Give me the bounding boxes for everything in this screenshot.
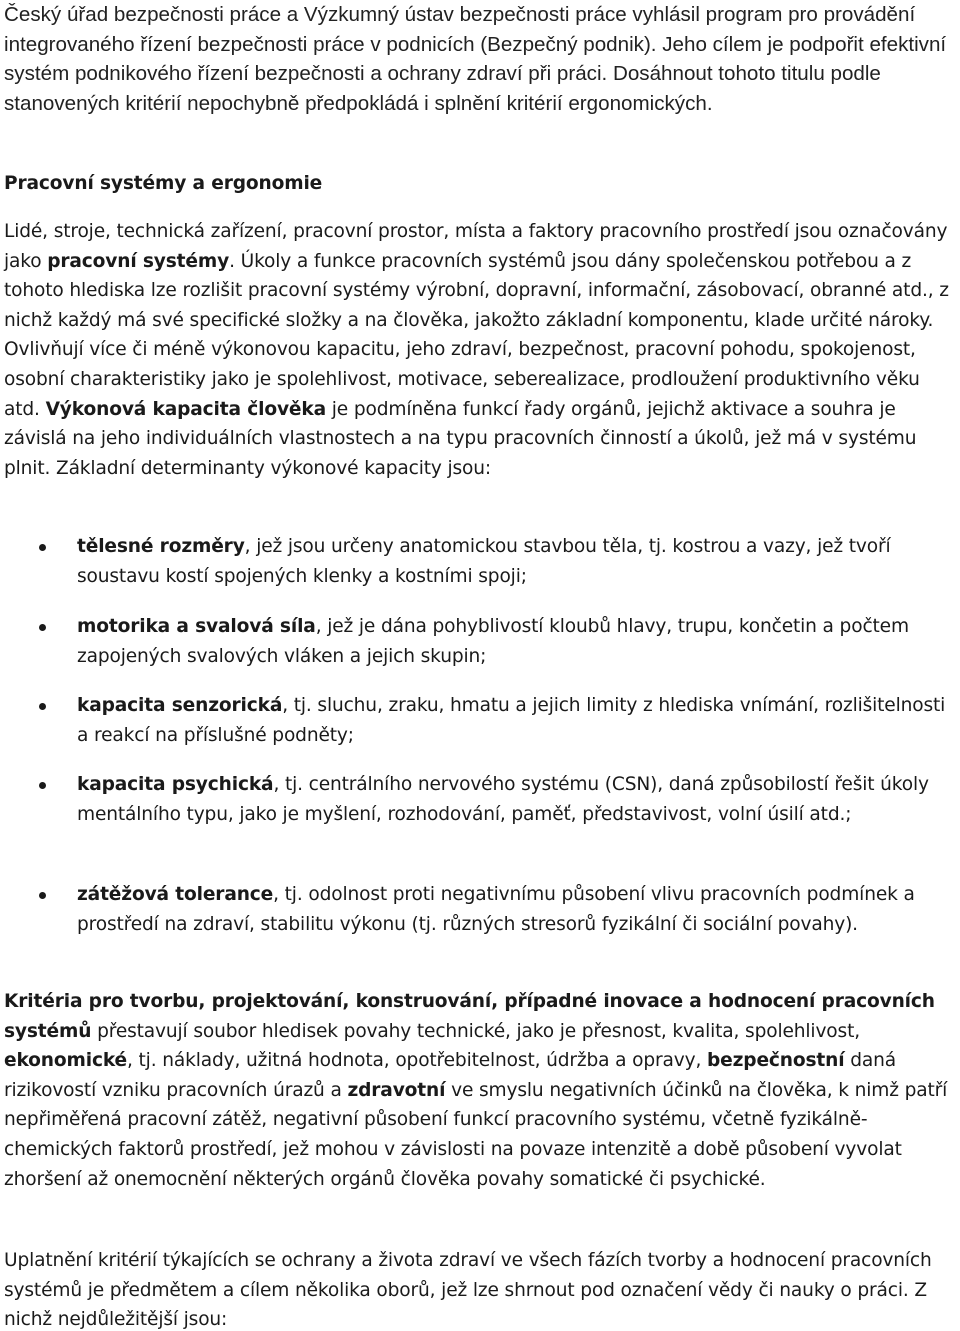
list-item-text: [77, 532, 953, 591]
bullet-dot-icon: [39, 624, 46, 631]
bullet-dot-icon: [39, 782, 46, 789]
p1-text-2: . Úkoly a funkce pracovních systémů jsou dány společenskou potřebou a z tohoto hlediska lze rozlišit pracovní systémy výrobní, dopravní, informační, zásobovací, obranné atd., z nichž každý má své specifické složky a na člověka, jakožto základní komponentu, klade určité nároky. Ovlivňují více či méně výkonovou kapacitu, jeho zdraví, bezpečnost, pracovní pohodu, spokojenost, osobní charakteristiky jako je spolehlivost, motivace, seberealizace, prodloužení produktivního věku atd.: [4, 250, 949, 420]
p1-text-3: je podmíněna funkcí řady orgánů, jejichž aktivace a souhra je závislá na jeho individuálních vlastnostech a na typu pracovních činností a úkolů, jež má v systému plnit. Základní determinanty výkonové kapacity jsou:: [4, 398, 917, 479]
p2-text-4: ve smyslu negativních účinků na člověka, k nimž patří nepřiměřená pracovní zátěž, negativní působení funkcí pracovního systému, včetně fyzikálně-chemických faktorů prostředí, jež mohou v závislosti na povaze intenzitě a době působení vyvolat zhoršení až onemocnění některých orgánů člověka povahy somatické či psychické.: [4, 1079, 948, 1190]
list-item-text: [77, 880, 953, 939]
list-item-description: , jež jsou určeny anatomickou stavbou těla, tj. kostrou a vazy, jež tvoří soustavu kostí spojených klenky a kostními spoji;: [77, 536, 891, 587]
list-item-text: [77, 691, 953, 750]
list-item-term: motorika a svalová síla: [77, 616, 316, 637]
list-item-description: , jež je dána pohyblivostí kloubů hlavy, trupu, končetin a počtem zapojených svalových vláken a jejich skupin;: [77, 616, 909, 667]
p1-bold-performance-capacity: Výkonová kapacita člověka: [45, 398, 327, 420]
p2-bold-economic: ekonomické: [4, 1050, 128, 1072]
p2-text-2: , tj. náklady, užitná hodnota, opotřebitelnost, údržba a opravy,: [127, 1050, 708, 1072]
bullet-dot-icon: [39, 892, 46, 899]
intro-paragraph: Český úřad bezpečnosti práce a Výzkumný ústav bezpečnosti práce vyhlásil program pro provádění integrovaného řízení bezpečnosti práce v podnicích (Bezpečný podnik). Jeho cílem je podpořit efektivní systém podnikového řízení bezpečnosti a ochrany zdraví při práci. Dosáhnout tohoto titulu podle stanovených kritérií nepochybně předpokládá i splnění kritérií ergonomických.: [4, 3, 947, 115]
list-item-text: [77, 612, 953, 671]
list-item-term: zátěžová tolerance: [77, 884, 274, 905]
list-item-text: [77, 770, 953, 829]
p2-bold-safety: bezpečnostní: [707, 1050, 845, 1072]
list-item-description: , tj. centrálního nervového systému (CSN), daná způsobilostí řešit úkoly mentálního typu, jako je myšlení, rozhodování, paměť, představivost, volní úsilí atd.;: [77, 774, 929, 825]
p2-bold-criteria: Kritéria pro tvorbu, projektování, konstruování, případné inovace a hodnocení pracovních systémů: [4, 991, 935, 1042]
p1-text-1: Lidé, stroje, technická zařízení, pracovní prostor, místa a faktory pracovního prostředí jsou označovány jako: [4, 221, 948, 272]
p1-bold-work-systems: pracovní systémy: [47, 250, 230, 272]
bullet-dot-icon: [39, 544, 46, 551]
work-systems-paragraph: [4, 217, 954, 483]
p2-bold-health: zdravotní: [347, 1079, 446, 1101]
section-heading: Pracovní systémy a ergonomie: [4, 173, 323, 194]
list-item-term: kapacita senzorická: [77, 695, 283, 716]
p2-text-1: přestavují soubor hledisek povahy technické, jako je přesnost, kvalita, spolehlivost,: [91, 1020, 860, 1042]
closing-paragraph: Uplatnění kritérií týkajících se ochrany a života zdraví ve všech fázích tvorby a hodnocení pracovních systémů je předmětem a cílem několika oborů, jež lze shrnout pod označení vědy či nauky o práci. Z nichž nejdůležitější jsou:: [4, 1250, 932, 1331]
list-item-term: kapacita psychická: [77, 774, 274, 795]
list-item-term: tělesné rozměry: [77, 536, 245, 557]
list-item-description: , tj. sluchu, zraku, hmatu a jejich limity z hlediska vnímání, rozlišitelnosti a reakcí na příslušné podněty;: [77, 695, 946, 746]
list-item-description: , tj. odolnost proti negativnímu působení vlivu pracovních podmínek a prostředí na zdraví, stabilitu výkonu (tj. různých stresorů fyzikální či sociální povahy).: [77, 884, 915, 935]
criteria-paragraph: [4, 987, 954, 1194]
p2-text-3: daná rizikovostí vzniku pracovních úrazů a: [4, 1050, 897, 1101]
bullet-dot-icon: [39, 703, 46, 710]
